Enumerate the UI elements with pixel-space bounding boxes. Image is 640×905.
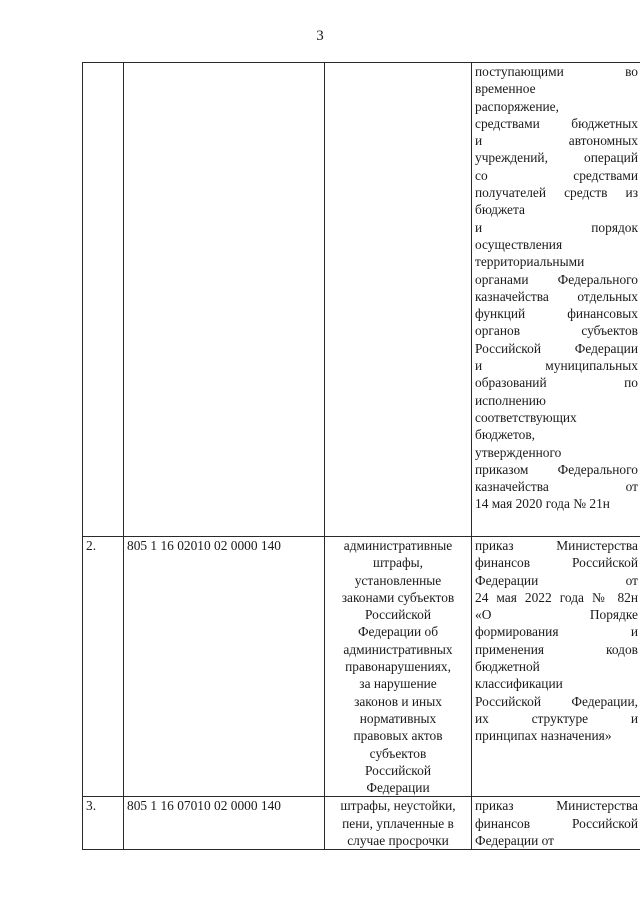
cell-text-line: приказ Министерства	[475, 538, 638, 553]
row-number-cell: 3.	[83, 797, 124, 850]
cell-text-line: временное	[475, 81, 536, 97]
budget-codes-table	[82, 62, 640, 850]
table-row	[83, 63, 640, 537]
cell-text-line: пени, уплаченные в	[342, 815, 454, 831]
cell-text-line: соответствующих	[475, 409, 577, 425]
cell-text-line: финансов Российской	[475, 555, 638, 571]
cell-text-line: административных	[343, 641, 453, 657]
cell-text-line: Федерации об	[357, 624, 439, 640]
cell-text-line: исполнению	[475, 392, 546, 408]
table-row	[83, 797, 640, 850]
budget-code-cell: 805 1 16 02010 02 0000 140	[124, 537, 325, 797]
cell-text-line: утвержденного	[475, 444, 562, 460]
legal-basis-cell	[472, 537, 640, 797]
row-number-cell	[83, 63, 124, 537]
cell-text-line: принципах назначения»	[475, 728, 612, 744]
cell-text-line: случае просрочки	[347, 833, 449, 849]
table-row	[83, 537, 640, 797]
cell-text-line: получателей средств из	[475, 185, 638, 201]
revenue-name-cell	[325, 63, 472, 537]
cell-text-line: бюджетов,	[475, 427, 536, 443]
cell-text-line: и порядок	[475, 219, 638, 235]
cell-text-line: поступающими во	[475, 64, 638, 79]
cell-text-line: Российской Федерации,	[475, 693, 638, 709]
cell-text-line: классификации	[475, 676, 563, 692]
cell-text-line: бюджета	[475, 202, 525, 218]
cell-text-line: средствами бюджетных	[475, 115, 638, 131]
cell-text-line: законами субъектов	[341, 589, 455, 605]
cell-text-line: приказом Федерального	[475, 461, 638, 477]
row-number-cell: 2.	[83, 537, 124, 797]
cell-text-line: 14 мая 2020 года № 21н	[475, 496, 610, 512]
cell-text-line: приказ Министерства	[475, 798, 638, 814]
cell-text-line: образований по	[475, 375, 638, 391]
cell-text-line: бюджетной	[475, 659, 540, 675]
legal-basis-cell	[472, 63, 640, 537]
cell-text-line: формирования и	[475, 624, 638, 640]
cell-text-line: осуществления	[475, 236, 563, 252]
budget-code-cell	[124, 63, 325, 537]
cell-text-line: Федерации от	[475, 572, 638, 588]
cell-text-line: 24 мая 2022 года № 82н	[475, 589, 638, 605]
cell-text-line: казначейства от	[475, 479, 638, 495]
cell-text-line: территориальными	[475, 254, 585, 270]
cell-text-line: правовых актов	[353, 728, 443, 744]
cell-text-line: применения кодов	[475, 641, 638, 657]
cell-text-line: Российской Федерации	[475, 340, 638, 356]
cell-text-line: субъектов	[369, 745, 427, 761]
cell-text-line: органов субъектов	[475, 323, 638, 339]
cell-text-line: штрафы,	[373, 555, 423, 571]
cell-text-line: «О Порядке	[475, 607, 638, 623]
cell-text-line: Федерации от	[475, 833, 554, 849]
cell-text-line: Российской	[365, 762, 431, 778]
cell-text-line: функций финансовых	[475, 306, 638, 322]
revenue-name-cell	[325, 797, 472, 850]
cell-text-line: учреждений, операций	[475, 150, 638, 166]
cell-text-line: органами Федерального	[475, 271, 638, 287]
cell-text-line: распоряжение,	[475, 98, 559, 114]
cell-text-line: и автономных	[475, 133, 638, 149]
cell-text-line: административные	[343, 538, 453, 553]
cell-text-line: нормативных	[359, 710, 437, 726]
cell-text-line: законов и иных	[354, 693, 442, 709]
cell-text-line: казначейства отдельных	[475, 288, 638, 304]
cell-text-line: и муниципальных	[475, 358, 638, 374]
page-number: 3	[316, 28, 324, 44]
cell-text-line: со средствами	[475, 167, 638, 183]
legal-basis-cell	[472, 797, 640, 850]
budget-code-cell: 805 1 16 07010 02 0000 140	[124, 797, 325, 850]
cell-text-line: за нарушение	[359, 676, 437, 692]
cell-text-line: финансов Российской	[475, 815, 638, 831]
cell-text-line: правонарушениях,	[345, 659, 451, 675]
cell-text-line: установленные	[354, 572, 442, 588]
cell-text-line: Федерации	[366, 780, 430, 796]
cell-text-line: их структуре и	[475, 710, 638, 726]
cell-text-line: Российской	[365, 607, 431, 623]
revenue-name-cell	[325, 537, 472, 797]
cell-text-line: штрафы, неустойки,	[340, 798, 456, 814]
